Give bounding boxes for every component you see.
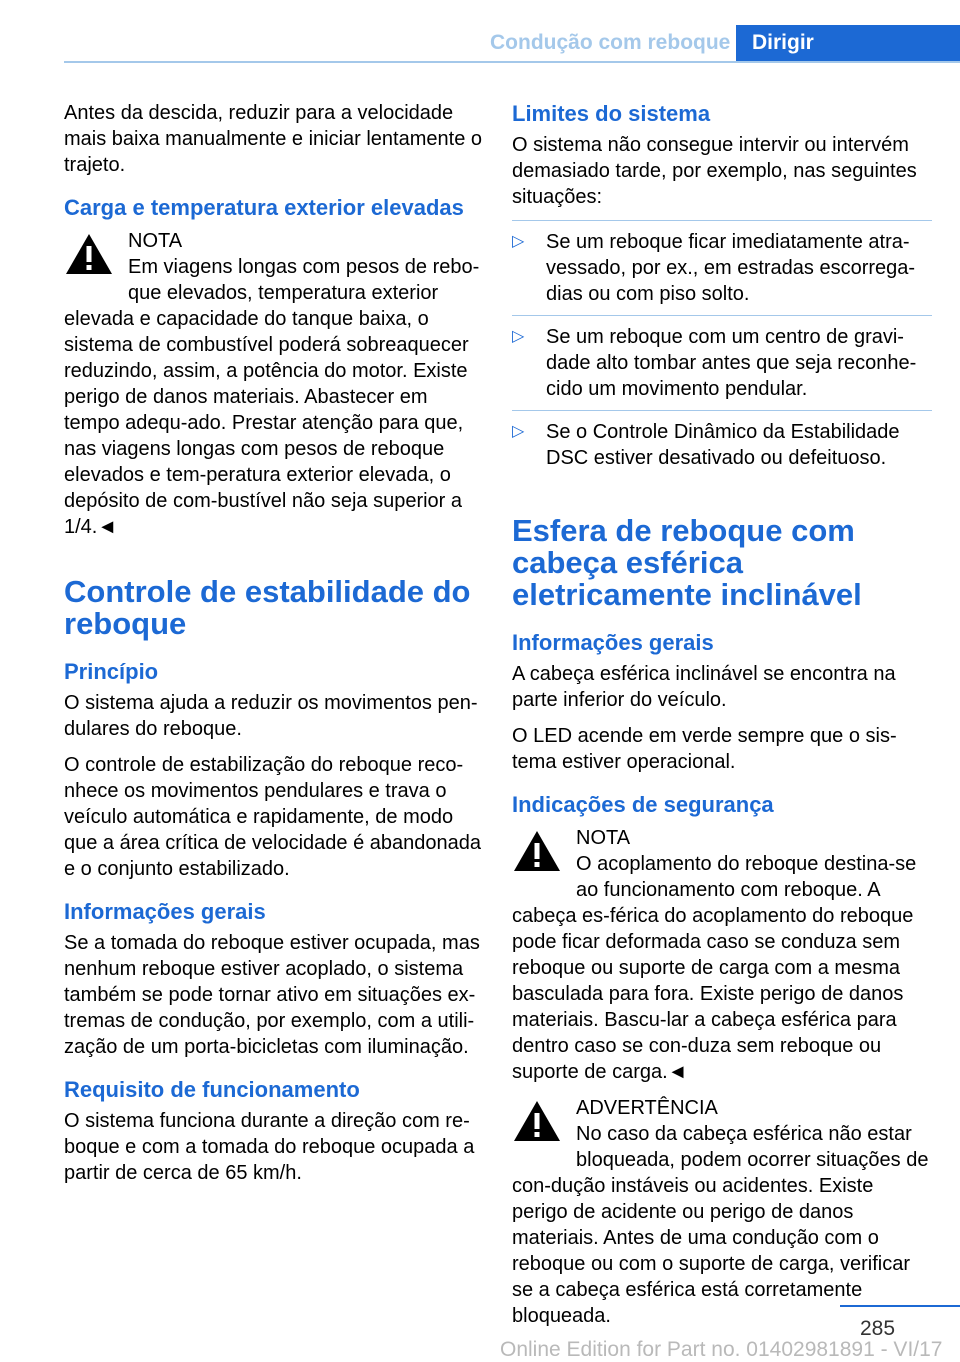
- heading-principio: Princípio: [64, 659, 159, 684]
- list-marker-icon: ▷: [512, 233, 525, 250]
- note-title: NOTA: [128, 230, 183, 252]
- list-item: ▷ Se o Controle Dinâmico da Estabilidade DSC estiver desativado ou defeituoso.: [512, 410, 932, 479]
- heading-seguranca: Indicações de segurança: [512, 792, 774, 817]
- info2-paragraph-1: A cabeça esférica inclinável se encontra na parte inferior do veículo.: [512, 663, 896, 711]
- principio-paragraph-2: O controle de estabilização do reboque reco-nhece os movimentos pendulares e trava o veículo automática e rapidamente, de modo que a área crítica de velocidade é abandonada e o conjunto estabilizado.: [64, 754, 481, 880]
- header-chapter-tab: Dirigir: [736, 25, 960, 63]
- list-item: ▷ Se um reboque com um centro de gravi-dade alto tombar antes que seja reconhe-cido um movimento pendular.: [512, 315, 932, 410]
- right-column: [512, 100, 932, 1339]
- note-title: ADVERTÊNCIA: [576, 1097, 718, 1119]
- info2-paragraph-2: O LED acende em verde sempre que o sis-tema estiver operacional.: [512, 725, 897, 773]
- heading-informacoes-gerais: Informações gerais: [64, 899, 266, 924]
- limites-list: [512, 220, 932, 479]
- warning-triangle-icon: [64, 232, 114, 276]
- note-advertencia: [512, 1095, 932, 1329]
- informacoes-paragraph: Se a tomada do reboque estiver ocupada, mas nenhum reboque estiver acoplado, o sistema também se pode tornar ativo em situações ex-tremas de condução, por exemplo, com a utili-zação de um porta-bicicletas com iluminação.: [64, 932, 480, 1058]
- page-number: 285: [860, 1317, 896, 1340]
- page-number-rule: [840, 1305, 960, 1307]
- limites-paragraph: O sistema não consegue intervir ou intervém demasiado tarde, por exemplo, nas seguintes situações:: [512, 134, 917, 208]
- principio-paragraph-1: O sistema ajuda a reduzir os movimentos pen-dulares do reboque.: [64, 692, 478, 740]
- header-section-title: Condução com reboque: [490, 31, 731, 54]
- heading-carga: Carga e temperatura exterior elevadas: [64, 195, 464, 220]
- note-text: O acoplamento do reboque destina-se ao funcionamento com reboque. A cabeça es-férica do acoplamento do reboque pode ficar deformada caso se conduza sem reboque ou suporte de carga com a mesma basculada para fora. Existe perigo de danos materiais. Bascu-lar a cabeça esférica para dentro caso se con-duza sem reboque ou suporte de carga.◄: [512, 853, 917, 1083]
- warning-triangle-icon: [512, 1099, 562, 1143]
- requisito-paragraph: O sistema funciona durante a direção com re-boque e com a tomada do reboque ocupada a partir de cerca de 65 km/h.: [64, 1110, 475, 1184]
- note-acoplamento: [512, 825, 932, 1085]
- heading-controle-estabilidade: Controle de estabilidade do reboque: [64, 574, 471, 641]
- heading-requisito: Requisito de funcionamento: [64, 1077, 360, 1102]
- heading-informacoes-gerais-2: Informações gerais: [512, 630, 714, 655]
- note-text: No caso da cabeça esférica não estar bloqueada, podem ocorrer situações de con-dução instáveis ou acidentes. Existe perigo de acidente ou perigo de danos materiais. Antes de uma condução com o reboque ou com o suporte de carga, verificar se a cabeça esférica está corretamente bloqueada.: [512, 1123, 929, 1327]
- note-title: NOTA: [576, 827, 631, 849]
- left-column: [64, 100, 482, 1196]
- heading-esfera-reboque: Esfera de reboque com cabeça esférica eletricamente inclinável: [512, 513, 862, 612]
- heading-limites: Limites do sistema: [512, 101, 711, 126]
- note-carga: [64, 228, 482, 540]
- list-marker-icon: ▷: [512, 423, 525, 440]
- header-rule: [64, 61, 960, 63]
- list-marker-icon: ▷: [512, 328, 525, 345]
- note-text: Em viagens longas com pesos de rebo-que elevados, temperatura exterior elevada e capacidade do tanque baixa, o sistema de combustível poderá sobreaquecer reduzindo, assim, a potência do motor. Existe perigo de danos materiais. Abastecer em tempo adequ-ado. Prestar atenção para que, nas viagens longas com pesos de reboque elevados e tem-peratura exterior elevada, o depósito de com-bustível não seja superior a 1/4.◄: [64, 256, 480, 538]
- warning-triangle-icon: [512, 829, 562, 873]
- list-item: ▷ Se um reboque ficar imediatamente atra-vessado, por ex., em estradas escorrega-dias ou com piso solto.: [512, 220, 932, 315]
- intro-paragraph: Antes da descida, reduzir para a velocidade mais baixa manualmente e iniciar lentamente o trajeto.: [64, 102, 482, 176]
- edition-footer: Online Edition for Part no. 01402981891 - VI/17: [500, 1338, 943, 1361]
